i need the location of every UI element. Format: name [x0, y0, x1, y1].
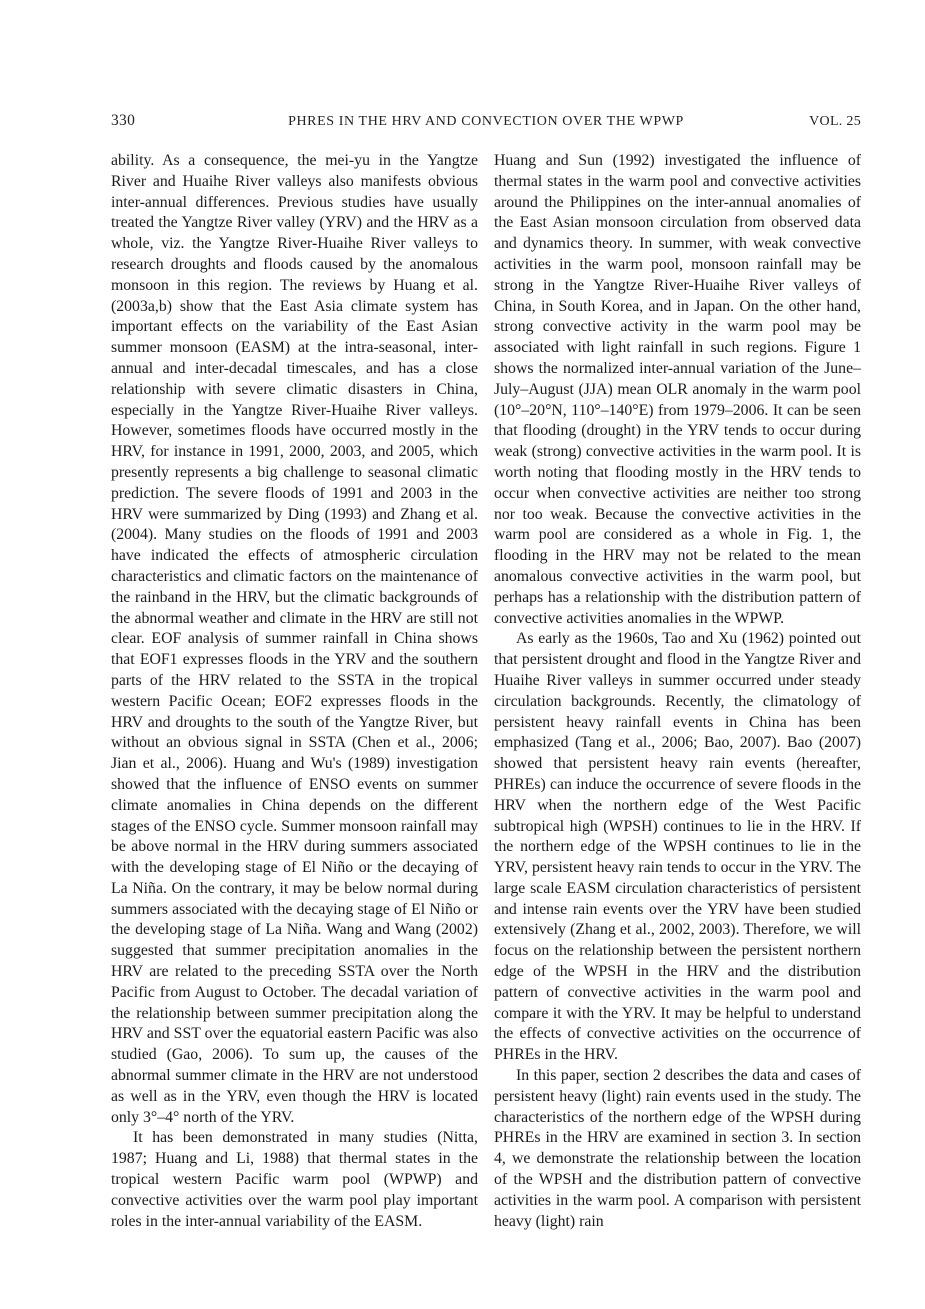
- paragraph-left-continuation: ability. As a consequence, the mei-yu in the Yangtze River and Huaihe River valleys also manifests obvious inter-annual differences. Previous studies have usually treated the Yangtze River valley (YRV) and the HRV as a whole, viz. the Yangtze River-Huaihe River valleys to research droughts and floods caused by the anomalous monsoon in this region. The reviews by Huang et al. (2003a,b) show that the East Asia climate system has important effects on the variability of the East Asian summer monsoon (EASM) at the intra-seasonal, inter-annual and inter-decadal timescales, and has a close relationship with severe climatic disasters in China, especially in the Yangtze River-Huaihe River valleys. However, sometimes floods have occurred mostly in the HRV, for instance in 1991, 2000, 2003, and 2005, which presently represents a big challenge to seasonal climatic prediction. The severe floods of 1991 and 2003 in the HRV were summarized by Ding (1993) and Zhang et al. (2004). Many studies on the floods of 1991 and 2003 have indicated the effects of atmospheric circulation characteristics and climatic factors on the maintenance of the rainband in the HRV, but the climatic backgrounds of the abnormal weather and climate in the HRV are still not clear. EOF analysis of summer rainfall in China shows that EOF1 expresses floods in the YRV and the southern parts of the HRV related to the SSTA in the tropical western Pacific Ocean; EOF2 expresses floods in the HRV and droughts to the south of the Yangtze River, but without an obvious signal in SSTA (Chen et al., 2006; Jian et al., 2006). Huang and Wu's (1989) investigation showed that the influence of ENSO events on summer climate anomalies in China depends on the different stages of the ENSO cycle. Summer monsoon rainfall may be above normal in the HRV during summers associated with the developing stage of El Niño or the decaying of La Niña. On the contrary, it may be below normal during summers associated with the decaying stage of El Niño or the developing stage of La Niña. Wang and Wang (2002) suggested that summer precipitation anomalies in the HRV are related to the preceding SSTA over the North Pacific from August to October. The decadal variation of the relationship between summer precipitation along the HRV and SST over the equatorial eastern Pacific was also studied (Gao, 2006). To sum up, the causes of the abnormal summer climate in the HRV are not understood as well as in the YRV, even though the HRV is located only 3°–4° north of the YRV.: [111, 152, 478, 1126]
- right-column: [494, 151, 861, 1232]
- paragraph-right-2: As early as the 1960s, Tao and Xu (1962) pointed out that persistent drought and flood in the Yangtze River and Huaihe River valleys in summer occurred under steady circulation backgrounds. Recently, the climatology of persistent heavy rainfall events in China has been emphasized (Tang et al., 2006; Bao, 2007). Bao (2007) showed that persistent heavy rain events (hereafter, PHREs) can induce the occurrence of severe floods in the HRV when the northern edge of the West Pacific subtropical high (WPSH) continues to lie in the HRV. If the northern edge of the WPSH continues to lie in the YRV, persistent heavy rain tends to occur in the YRV. The large scale EASM circulation characteristics of persistent and intense rain events over the YRV have been studied extensively (Zhang et al., 2002, 2003). Therefore, we will focus on the relationship between the persistent northern edge of the WPSH in the HRV and the distribution pattern of convective activities in the warm pool and compare it with the YRV. It may be helpful to understand the effects of convective activities on the occurrence of PHREs in the HRV.: [494, 630, 861, 1064]
- left-column: [111, 151, 478, 1232]
- paragraph-right-3: In this paper, section 2 describes the data and cases of persistent heavy (light) rain events used in the study. The characteristics of the northern edge of the WPSH during PHREs in the HRV are examined in section 3. In section 4, we demonstrate the relationship between the location of the WPSH and the distribution pattern of convective activities in the warm pool. A comparison with persistent heavy (light) rain: [494, 1067, 861, 1230]
- running-title: PHRES IN THE HRV AND CONVECTION OVER THE WPWP: [288, 114, 684, 129]
- two-column-body: [111, 151, 861, 1232]
- paragraph-right-continuation: Huang and Sun (1992) investigated the influence of thermal states in the warm pool and convective activities around the Philippines on the inter-annual anomalies of the East Asian monsoon circulation from observed data and dynamics theory. In summer, with weak convective activities in the warm pool, monsoon rainfall may be strong in the Yangtze River-Huaihe River valleys of China, in South Korea, and in Japan. On the other hand, strong convective activity in the warm pool may be associated with light rainfall in such regions. Figure 1 shows the normalized inter-annual variation of the June–July–August (JJA) mean OLR anomaly in the warm pool (10°–20°N, 110°–140°E) from 1979–2006. It can be seen that flooding (drought) in the YRV tends to occur during weak (strong) convective activities in the warm pool. It is worth noting that flooding mostly in the HRV tends to occur when convective activities are neither too strong nor too weak. Because the convective activities in the warm pool are considered as a whole in Fig. 1, the flooding in the HRV may not be related to the mean anomalous convective activities in the warm pool, but perhaps has a relationship with the distribution pattern of convective activities anomalies in the WPWP.: [494, 152, 861, 627]
- running-header: [111, 112, 861, 130]
- volume-label: VOL. 25: [809, 114, 861, 129]
- paragraph-left-2: It has been demonstrated in many studies (Nitta, 1987; Huang and Li, 1988) that thermal states in the tropical western Pacific warm pool (WPWP) and convective activities over the warm pool play important roles in the inter-annual variability of the EASM.: [111, 1129, 478, 1230]
- page-number: 330: [111, 112, 136, 129]
